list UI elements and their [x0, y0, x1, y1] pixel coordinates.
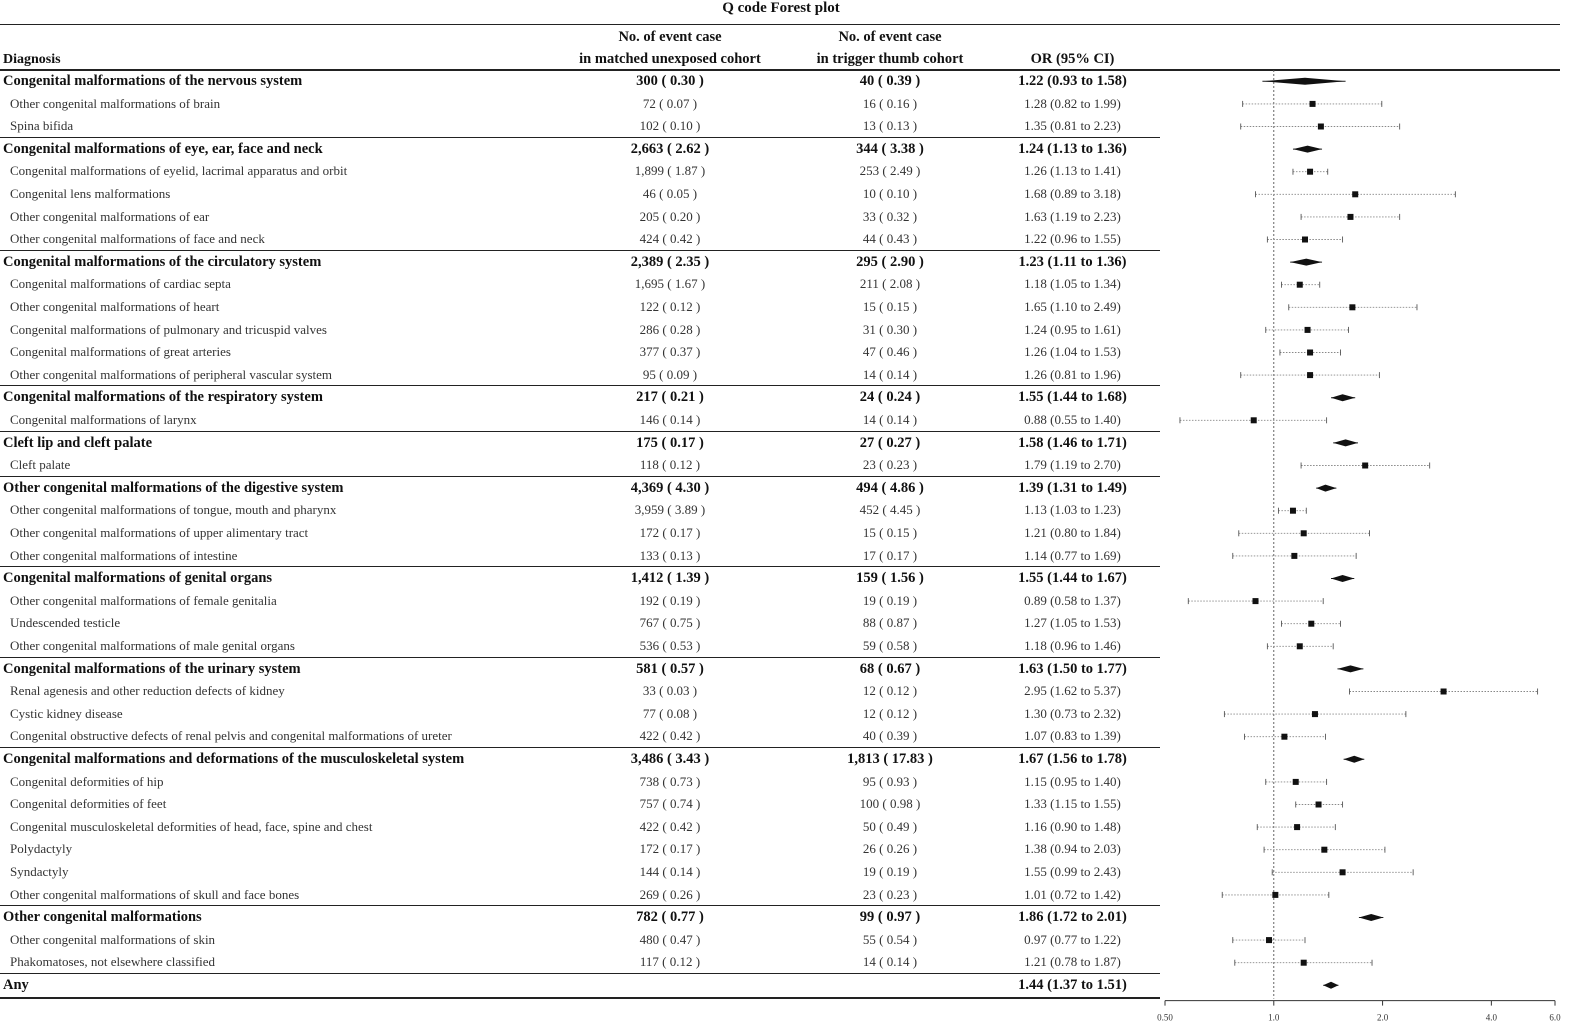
- cell-or: 1.65 (1.10 to 2.49): [1024, 299, 1121, 314]
- group-rule: [0, 566, 1160, 567]
- cell-or: 1.30 (0.73 to 2.32): [1024, 705, 1121, 721]
- chart-title: Q code Forest plot: [722, 0, 840, 16]
- point-estimate: [1290, 508, 1296, 514]
- cell-trigger: 27 ( 0.27 ): [859, 434, 921, 451]
- cell-unexposed: 192 ( 0.19 ): [639, 592, 701, 608]
- cell-trigger: 15 ( 0.15 ): [862, 299, 918, 314]
- cell-or: 1.26 (1.04 to 1.53): [1024, 344, 1121, 360]
- table-bottom-rule: [0, 997, 1160, 999]
- x-tick-label: 0.50: [1157, 1012, 1173, 1023]
- cell-unexposed: 144 ( 0.14 ): [639, 864, 701, 879]
- point-estimate: [1281, 734, 1287, 740]
- x-tick-label: 1.0: [1268, 1012, 1280, 1023]
- group-rule: [0, 431, 1160, 432]
- cell-or: 2.95 (1.62 to 5.37): [1024, 683, 1121, 699]
- cell-diagnosis: Other congenital malformations of peripheral vascular system: [10, 366, 333, 382]
- cell-trigger: 23 ( 0.23 ): [862, 886, 918, 902]
- cell-diagnosis: Other congenital malformations of male genital organs: [10, 638, 295, 653]
- cell-unexposed: 102 ( 0.10 ): [639, 118, 701, 134]
- cell-or: 1.27 (1.05 to 1.53): [1024, 615, 1121, 631]
- cell-or: 1.18 (0.96 to 1.46): [1024, 638, 1121, 653]
- cell-trigger: 24 ( 0.24 ): [859, 389, 921, 406]
- cell-trigger: 44 ( 0.43 ): [862, 231, 918, 247]
- cell-unexposed: 422 ( 0.42 ): [639, 818, 701, 834]
- cell-or: 1.18 (1.05 to 1.34): [1024, 276, 1121, 292]
- cell-unexposed: 175 ( 0.17 ): [636, 434, 704, 451]
- cell-trigger: 88 ( 0.87 ): [862, 615, 918, 631]
- point-estimate: [1347, 214, 1353, 220]
- cell-or: 1.21 (0.80 to 1.84): [1024, 525, 1121, 540]
- cell-trigger: 40 ( 0.39 ): [862, 728, 918, 744]
- cell-diagnosis: Congenital malformations and deformations of the musculoskeletal system: [3, 751, 465, 767]
- cell-or: 1.67 (1.56 to 1.78): [1018, 751, 1127, 767]
- cell-trigger: 55 ( 0.54 ): [862, 931, 918, 947]
- cell-unexposed: 286 ( 0.28 ): [639, 321, 701, 337]
- cell-trigger: 59 ( 0.58 ): [862, 638, 918, 653]
- cell-diagnosis: Other congenital malformations of skin: [10, 931, 216, 947]
- point-estimate-diamond: [1333, 439, 1358, 446]
- group-rule: [0, 476, 1160, 477]
- point-estimate: [1252, 598, 1258, 604]
- point-estimate: [1307, 169, 1313, 175]
- cell-trigger: 16 ( 0.16 ): [862, 95, 918, 111]
- cell-or: 1.22 (0.96 to 1.55): [1024, 231, 1121, 247]
- point-estimate-diamond: [1262, 78, 1345, 85]
- cell-diagnosis: Congenital malformations of pulmonary and tricuspid valves: [10, 321, 327, 337]
- cell-unexposed: 1,412 ( 1.39 ): [630, 570, 710, 587]
- group-rule: [0, 747, 1160, 748]
- cell-unexposed: 122 ( 0.12 ): [639, 299, 701, 314]
- cell-or: 1.15 (0.95 to 1.40): [1024, 773, 1121, 789]
- cell-or: 1.14 (0.77 to 1.69): [1024, 547, 1121, 563]
- cell-diagnosis: Congenital malformations of the urinary system: [3, 660, 301, 677]
- cell-or: 1.63 (1.19 to 2.23): [1024, 208, 1121, 224]
- cell-or: 1.44 (1.37 to 1.51): [1018, 977, 1127, 993]
- group-rule: [0, 137, 1160, 138]
- point-estimate-diamond: [1290, 259, 1322, 266]
- cell-trigger: 47 ( 0.46 ): [862, 344, 918, 360]
- point-estimate: [1352, 191, 1358, 197]
- cell-unexposed: 2,389 ( 2.35 ): [630, 253, 710, 270]
- header-unexposed-line1: No. of event case: [618, 29, 722, 45]
- cell-trigger: 12 ( 0.12 ): [862, 683, 918, 699]
- point-estimate: [1297, 282, 1303, 288]
- cell-unexposed: 46 ( 0.05 ): [642, 186, 698, 201]
- x-tick-label: 2.0: [1376, 1012, 1389, 1023]
- cell-diagnosis: Other congenital malformations of tongue, mouth and pharynx: [10, 502, 337, 518]
- cell-unexposed: 3,486 ( 3.43 ): [630, 751, 710, 767]
- x-tick-label: 4.0: [1485, 1012, 1497, 1023]
- cell-trigger: 19 ( 0.19 ): [862, 592, 918, 608]
- cell-unexposed: 377 ( 0.37 ): [639, 344, 701, 360]
- point-estimate-diamond: [1293, 146, 1322, 153]
- point-estimate: [1308, 621, 1314, 627]
- cell-trigger: 33 ( 0.32 ): [862, 208, 918, 224]
- cell-diagnosis: Congenital deformities of feet: [10, 796, 167, 812]
- cell-unexposed: 2,663 ( 2.62 ): [630, 140, 710, 157]
- point-estimate: [1302, 237, 1308, 243]
- cell-trigger: 99 ( 0.97 ): [859, 909, 921, 926]
- cell-diagnosis: Congenital malformations of great arteries: [10, 344, 231, 360]
- cell-unexposed: 300 ( 0.30 ): [636, 73, 704, 89]
- cell-diagnosis: Congenital lens malformations: [10, 186, 171, 201]
- cell-trigger: 14 ( 0.14 ): [862, 366, 918, 382]
- cell-or: 1.35 (0.81 to 2.23): [1024, 118, 1121, 134]
- cell-diagnosis: Other congenital malformations: [3, 909, 202, 926]
- cell-diagnosis: Polydactyly: [10, 841, 73, 857]
- point-estimate: [1340, 869, 1346, 875]
- point-estimate: [1301, 960, 1307, 966]
- cell-diagnosis: Congenital malformations of cardiac septa: [10, 276, 231, 292]
- cell-trigger: 10 ( 0.10 ): [862, 186, 918, 201]
- cell-or: 1.13 (1.03 to 1.23): [1024, 502, 1121, 518]
- cell-trigger: 50 ( 0.49 ): [862, 818, 918, 834]
- cell-trigger: 40 ( 0.39 ): [859, 73, 921, 89]
- point-estimate: [1349, 304, 1355, 310]
- cell-trigger: 295 ( 2.90 ): [856, 253, 924, 270]
- point-estimate-diamond: [1337, 665, 1363, 672]
- cell-diagnosis: Spina bifida: [10, 118, 74, 134]
- point-estimate: [1307, 372, 1313, 378]
- cell-diagnosis: Other congenital malformations of ear: [10, 208, 210, 224]
- cell-trigger: 211 ( 2.08 ): [859, 276, 921, 292]
- cell-or: 0.97 (0.77 to 1.22): [1024, 931, 1121, 947]
- group-rule: [0, 657, 1160, 658]
- cell-unexposed: 118 ( 0.12 ): [639, 457, 701, 473]
- point-estimate: [1318, 124, 1324, 130]
- cell-or: 1.39 (1.31 to 1.49): [1018, 479, 1127, 496]
- cell-or: 0.88 (0.55 to 1.40): [1024, 412, 1121, 427]
- cell-trigger: 253 ( 2.49 ): [859, 163, 921, 179]
- point-estimate-diamond: [1331, 394, 1355, 401]
- cell-diagnosis: Congenital malformations of genital organs: [3, 570, 273, 587]
- point-estimate-diamond: [1323, 982, 1338, 989]
- cell-diagnosis: Congenital malformations of eyelid, lacrimal apparatus and orbit: [10, 163, 348, 179]
- header-trigger-line1: No. of event case: [838, 29, 942, 45]
- cell-trigger: 95 ( 0.93 ): [862, 773, 918, 789]
- cell-diagnosis: Cleft lip and cleft palate: [3, 434, 153, 451]
- cell-diagnosis: Congenital malformations of the circulatory system: [3, 253, 322, 270]
- point-estimate: [1307, 350, 1313, 356]
- point-estimate: [1362, 463, 1368, 469]
- header-or-label: OR (95% CI): [1030, 51, 1115, 67]
- header-unexposed-line2: in matched unexposed cohort: [579, 51, 761, 67]
- cell-or: 1.21 (0.78 to 1.87): [1024, 954, 1121, 970]
- cell-unexposed: 172 ( 0.17 ): [639, 841, 701, 857]
- cell-or: 1.63 (1.50 to 1.77): [1018, 660, 1127, 677]
- cell-diagnosis: Other congenital malformations of brain: [10, 95, 221, 111]
- cell-unexposed: 424 ( 0.42 ): [639, 231, 701, 247]
- cell-diagnosis: Other congenital malformations of female genitalia: [10, 592, 277, 608]
- cell-unexposed: 205 ( 0.20 ): [639, 208, 701, 224]
- cell-diagnosis: Other congenital malformations of intestine: [10, 547, 238, 563]
- cell-or: 0.89 (0.58 to 1.37): [1024, 592, 1121, 608]
- cell-unexposed: 1,695 ( 1.67 ): [634, 276, 706, 292]
- cell-trigger: 100 ( 0.98 ): [859, 796, 921, 812]
- cell-or: 1.01 (0.72 to 1.42): [1024, 886, 1121, 902]
- cell-diagnosis: Congenital obstructive defects of renal pelvis and congenital malformations of ureter: [10, 728, 452, 744]
- cell-unexposed: 782 ( 0.77 ): [636, 909, 704, 926]
- point-estimate: [1266, 937, 1272, 943]
- cell-trigger: 14 ( 0.14 ): [862, 954, 918, 970]
- cell-trigger: 31 ( 0.30 ): [862, 321, 918, 337]
- cell-unexposed: 133 ( 0.13 ): [639, 547, 701, 563]
- cell-or: 1.23 (1.11 to 1.36): [1018, 253, 1127, 270]
- point-estimate: [1301, 530, 1307, 536]
- cell-diagnosis: Other congenital malformations of face and neck: [10, 231, 265, 247]
- cell-unexposed: 1,899 ( 1.87 ): [634, 163, 706, 179]
- cell-unexposed: 3,959 ( 3.89 ): [634, 502, 706, 518]
- point-estimate: [1316, 802, 1322, 808]
- point-estimate: [1305, 327, 1311, 333]
- cell-unexposed: 95 ( 0.09 ): [642, 366, 698, 382]
- point-estimate-diamond: [1316, 485, 1336, 492]
- point-estimate: [1312, 711, 1318, 717]
- header-trigger-line2: in trigger thumb cohort: [816, 51, 964, 67]
- cell-or: 1.26 (0.81 to 1.96): [1024, 366, 1121, 382]
- cell-unexposed: 146 ( 0.14 ): [639, 412, 701, 427]
- cell-unexposed: 77 ( 0.08 ): [642, 705, 698, 721]
- cell-diagnosis: Congenital malformations of the nervous system: [3, 73, 303, 89]
- point-estimate: [1272, 892, 1278, 898]
- cell-diagnosis: Congenital musculoskeletal deformities of head, face, spine and chest: [10, 818, 373, 834]
- cell-trigger: 17 ( 0.17 ): [862, 547, 918, 563]
- cell-or: 1.38 (0.94 to 2.03): [1024, 841, 1121, 857]
- point-estimate-diamond: [1359, 914, 1383, 921]
- point-estimate: [1321, 847, 1327, 853]
- cell-or: 1.79 (1.19 to 2.70): [1024, 457, 1121, 473]
- cell-trigger: 23 ( 0.23 ): [862, 457, 918, 473]
- cell-unexposed: 4,369 ( 4.30 ): [630, 479, 710, 496]
- cell-or: 1.22 (0.93 to 1.58): [1018, 73, 1127, 89]
- cell-or: 1.07 (0.83 to 1.39): [1024, 728, 1121, 744]
- cell-trigger: 13 ( 0.13 ): [862, 118, 918, 134]
- point-estimate: [1291, 553, 1297, 559]
- cell-or: 1.55 (1.44 to 1.68): [1018, 389, 1127, 406]
- cell-diagnosis: Any: [3, 977, 29, 993]
- cell-or: 1.28 (0.82 to 1.99): [1024, 95, 1121, 111]
- point-estimate: [1297, 643, 1303, 649]
- cell-trigger: 19 ( 0.19 ): [862, 864, 918, 879]
- cell-or: 1.24 (0.95 to 1.61): [1024, 321, 1121, 337]
- cell-diagnosis: Renal agenesis and other reduction defects of kidney: [10, 683, 285, 699]
- point-estimate: [1293, 779, 1299, 785]
- cell-diagnosis: Undescended testicle: [10, 615, 121, 631]
- cell-unexposed: 480 ( 0.47 ): [639, 931, 701, 947]
- cell-or: 1.55 (0.99 to 2.43): [1024, 864, 1121, 879]
- point-estimate: [1294, 824, 1300, 830]
- cell-or: 1.24 (1.13 to 1.36): [1018, 140, 1127, 157]
- point-estimate-diamond: [1331, 575, 1354, 582]
- cell-trigger: 26 ( 0.26 ): [862, 841, 918, 857]
- cell-diagnosis: Congenital malformations of the respiratory system: [3, 389, 323, 406]
- cell-trigger: 14 ( 0.14 ): [862, 412, 918, 427]
- cell-diagnosis: Other congenital malformations of the digestive system: [3, 479, 344, 496]
- header-diagnosis: Diagnosis: [3, 52, 61, 67]
- group-rule: [0, 973, 1160, 974]
- cell-diagnosis: Phakomatoses, not elsewhere classified: [10, 954, 216, 970]
- cell-diagnosis: Other congenital malformations of skull and face bones: [10, 886, 300, 902]
- cell-or: 1.33 (1.15 to 1.55): [1024, 796, 1121, 812]
- cell-trigger: 452 ( 4.45 ): [859, 502, 921, 518]
- cell-or: 1.26 (1.13 to 1.41): [1024, 163, 1121, 179]
- cell-diagnosis: Cystic kidney disease: [10, 705, 123, 721]
- group-rule: [0, 905, 1160, 906]
- cell-diagnosis: Congenital deformities of hip: [10, 773, 164, 789]
- cell-or: 1.16 (0.90 to 1.48): [1024, 818, 1121, 834]
- cell-trigger: 494 ( 4.86 ): [856, 479, 924, 496]
- cell-or: 1.86 (1.72 to 2.01): [1018, 909, 1127, 926]
- cell-diagnosis: Congenital malformations of larynx: [10, 412, 197, 427]
- cell-unexposed: 738 ( 0.73 ): [639, 773, 701, 789]
- cell-diagnosis: Other congenital malformations of upper alimentary tract: [10, 525, 309, 540]
- cell-trigger: 344 ( 3.38 ): [856, 140, 924, 157]
- cell-unexposed: 72 ( 0.07 ): [642, 95, 698, 111]
- cell-or: 1.58 (1.46 to 1.71): [1018, 434, 1127, 451]
- cell-trigger: 159 ( 1.56 ): [856, 570, 924, 587]
- cell-diagnosis: Congenital malformations of eye, ear, face and neck: [3, 140, 323, 157]
- point-estimate: [1310, 101, 1316, 107]
- cell-trigger: 12 ( 0.12 ): [862, 705, 918, 721]
- cell-unexposed: 33 ( 0.03 ): [642, 683, 698, 699]
- cell-trigger: 15 ( 0.15 ): [862, 525, 918, 540]
- cell-unexposed: 117 ( 0.12 ): [639, 954, 701, 970]
- cell-diagnosis: Other congenital malformations of heart: [10, 299, 220, 314]
- point-estimate: [1441, 689, 1447, 695]
- point-estimate: [1251, 417, 1257, 423]
- cell-unexposed: 757 ( 0.74 ): [639, 796, 701, 812]
- cell-diagnosis: Cleft palate: [10, 457, 71, 473]
- group-rule: [0, 385, 1160, 386]
- cell-diagnosis: Syndactyly: [10, 864, 69, 879]
- cell-trigger: 68 ( 0.67 ): [859, 660, 921, 677]
- cell-unexposed: 767 ( 0.75 ): [639, 615, 701, 631]
- cell-or: 1.68 (0.89 to 3.18): [1024, 186, 1121, 201]
- cell-unexposed: 217 ( 0.21 ): [636, 389, 704, 406]
- cell-or: 1.55 (1.44 to 1.67): [1018, 570, 1127, 587]
- group-rule: [0, 250, 1160, 251]
- cell-unexposed: 422 ( 0.42 ): [639, 728, 701, 744]
- cell-unexposed: 581 ( 0.57 ): [636, 660, 704, 677]
- cell-unexposed: 536 ( 0.53 ): [639, 638, 701, 653]
- point-estimate-diamond: [1344, 756, 1365, 763]
- cell-trigger: 1,813 ( 17.83 ): [847, 751, 933, 767]
- cell-unexposed: 172 ( 0.17 ): [639, 525, 701, 540]
- cell-unexposed: 269 ( 0.26 ): [639, 886, 701, 902]
- x-tick-label: 6.0: [1549, 1012, 1561, 1023]
